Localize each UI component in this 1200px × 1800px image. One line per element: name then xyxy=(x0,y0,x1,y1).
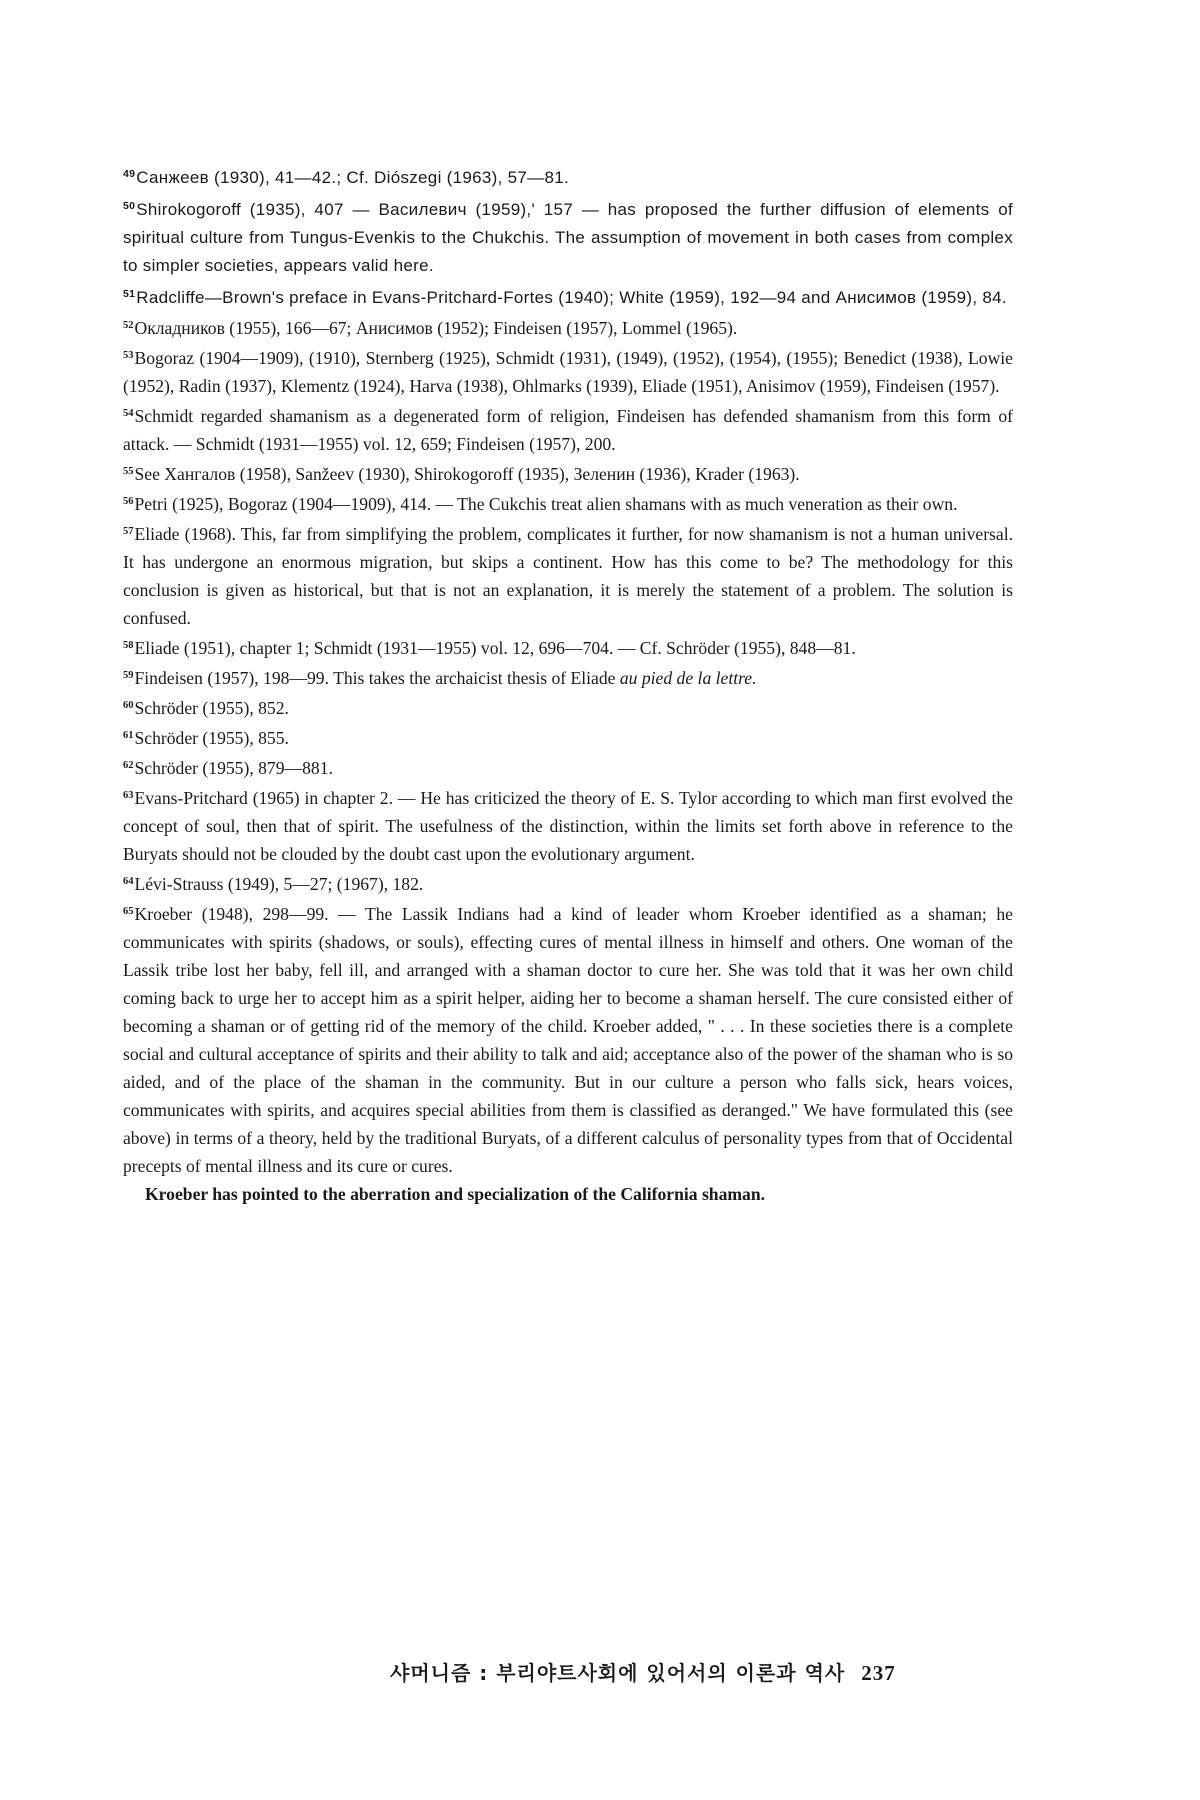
footnote-56 xyxy=(123,488,1013,518)
page-number: 237 xyxy=(861,1661,896,1685)
footnote-55 xyxy=(123,458,1013,488)
footnote-text: Schröder (1955), 855. xyxy=(134,728,289,748)
footnote-51 xyxy=(123,280,1013,312)
footnote-marker: 60 xyxy=(123,700,134,711)
footnote-53 xyxy=(123,342,1013,400)
footnote-60 xyxy=(123,692,1013,722)
footnote-marker: 55 xyxy=(123,466,134,477)
footnote-57 xyxy=(123,518,1013,632)
footnote-54 xyxy=(123,400,1013,458)
footnotes-block xyxy=(123,160,1013,1208)
footnote-marker: 62 xyxy=(123,760,134,771)
footnote-marker: 50 xyxy=(123,200,136,212)
footnote-marker: 58 xyxy=(123,640,134,651)
footnote-text: Lévi-Strauss (1949), 5—27; (1967), 182. xyxy=(134,874,424,894)
footnote-text: Eliade (1951), chapter 1; Schmidt (1931—1955) vol. 12, 696—704. — Cf. Schröder (1955), 848—81. xyxy=(134,638,856,658)
footnote-marker: 65 xyxy=(123,906,134,917)
closing-paragraph: Kroeber has pointed to the aberration and specialization of the California shaman. xyxy=(145,1184,766,1204)
footnote-text: Evans-Pritchard (1965) in chapter 2. — He has criticized the theory of E. S. Tylor according to which man first evolved the concept of soul, then that of spirit. The usefulness of the distinction, within the limits set forth above in reference to the Buryats should not be clouded by the doubt cast upon the evolutionary argument. xyxy=(123,788,1013,864)
footnote-marker: 64 xyxy=(123,876,134,887)
footnote-text: Bogoraz (1904—1909), (1910), Sternberg (1925), Schmidt (1931), (1949), (1952), (1954), (1955); Benedict (1938), Lowie (1952), Radin (1937), Klementz (1924), Harva (1938), Ohlmarks (1939), Eliade (1951), Anisimov (1959), Findeisen (1957). xyxy=(123,348,1013,396)
footnote-marker: 59 xyxy=(123,670,134,681)
footnote-text: Schröder (1955), 852. xyxy=(134,698,289,718)
footnote-marker: 49 xyxy=(123,168,136,180)
running-title: 샤머니즘 : 부리야트사회에 있어서의 이론과 역사 xyxy=(390,1661,846,1685)
footnote-marker: 51 xyxy=(123,288,136,300)
footnote-marker: 56 xyxy=(123,496,134,507)
footnote-text: Schmidt regarded shamanism as a degenerated form of religion, Findeisen has defended shamanism from this form of attack. — Schmidt (1931—1955) vol. 12, 659; Findeisen (1957), 200. xyxy=(123,406,1013,454)
footnote-50 xyxy=(123,192,1013,280)
footnote-text: Kroeber (1948), 298—99. — The Lassik Indians had a kind of leader whom Kroeber identified as a shaman; he communicates with spirits (shadows, or souls), effecting cures of mental illness in himself and others. One woman of the Lassik tribe lost her baby, fell ill, and arranged with a shaman doctor to cure her. She was told that it was her own child coming back to urge her to accept him as a spirit helper, aiding her to become a shaman herself. The cure consisted either of becoming a shaman or of getting rid of the memory of the child. Kroeber added, " . . . In these societies there is a complete social and cultural acceptance of spirits and their ability to talk and aid; acceptance also of the power of the shaman who is so aided, and of the place of the shaman in the community. But in our culture a person who falls sick, hears voices, communicates with spirits, and acquires special abilities from them is classified as deranged." We have formulated this (see above) in terms of a theory, held by the traditional Buryats, of a different calculus of personality types from that of Occidental precepts of mental illness and its cure or cures. xyxy=(123,904,1013,1176)
footnote-text: Eliade (1968). This, far from simplifying the problem, complicates it further, for now shamanism is not a human universal. It has undergone an enormous migration, but skips a continent. How has this come to be? The methodology for this conclusion is given as historical, but that is not an explanation, it is merely the statement of a problem. The solution is confused. xyxy=(123,524,1013,628)
footnote-marker: 63 xyxy=(123,790,134,801)
footnote-59 xyxy=(123,662,1013,692)
footnote-text: Findeisen (1957), 198—99. This takes the archaicist thesis of Eliade xyxy=(134,668,616,688)
footnote-marker: 61 xyxy=(123,730,134,741)
footnote-52 xyxy=(123,312,1013,342)
footnote-63 xyxy=(123,782,1013,868)
running-footer xyxy=(390,1657,896,1686)
footnote-text: Санжеев (1930), 41—42.; Cf. Diószegi (1963), 57—81. xyxy=(136,168,569,187)
footnote-62 xyxy=(123,752,1013,782)
footnote-marker: 54 xyxy=(123,408,134,419)
footnote-49 xyxy=(123,160,1013,192)
footnote-italic-phrase: au pied de la lettre. xyxy=(619,668,757,688)
footnote-text: See Хангалов (1958), Sanžeev (1930), Shirokogoroff (1935), Зеленин (1936), Krader (1963). xyxy=(134,464,800,484)
footnote-text: Schröder (1955), 879—881. xyxy=(134,758,333,778)
footnote-text: Petri (1925), Bogoraz (1904—1909), 414. — The Cukchis treat alien shamans with as much veneration as their own. xyxy=(134,494,958,514)
footnote-text: Shirokogoroff (1935), 407 — Василевич (1959),' 157 — has proposed the further diffusion of elements of spiritual culture from Tungus-Evenkis to the Chukchis. The assumption of movement in both cases from complex to simpler societies, appears valid here. xyxy=(123,200,1013,275)
footnote-text: Radcliffe—Brown's preface in Evans-Pritchard-Fortes (1940); White (1959), 192—94 and Анисимов (1959), 84. xyxy=(136,288,1007,307)
footnote-marker: 53 xyxy=(123,350,134,361)
footnote-marker: 52 xyxy=(123,320,134,331)
footnote-text: Окладников (1955), 166—67; Анисимов (1952); Findeisen (1957), Lommel (1965). xyxy=(134,318,738,338)
footnote-64 xyxy=(123,868,1013,898)
footnote-58 xyxy=(123,632,1013,662)
footnote-marker: 57 xyxy=(123,526,134,537)
footnote-65 xyxy=(123,898,1013,1180)
footnote-61 xyxy=(123,722,1013,752)
